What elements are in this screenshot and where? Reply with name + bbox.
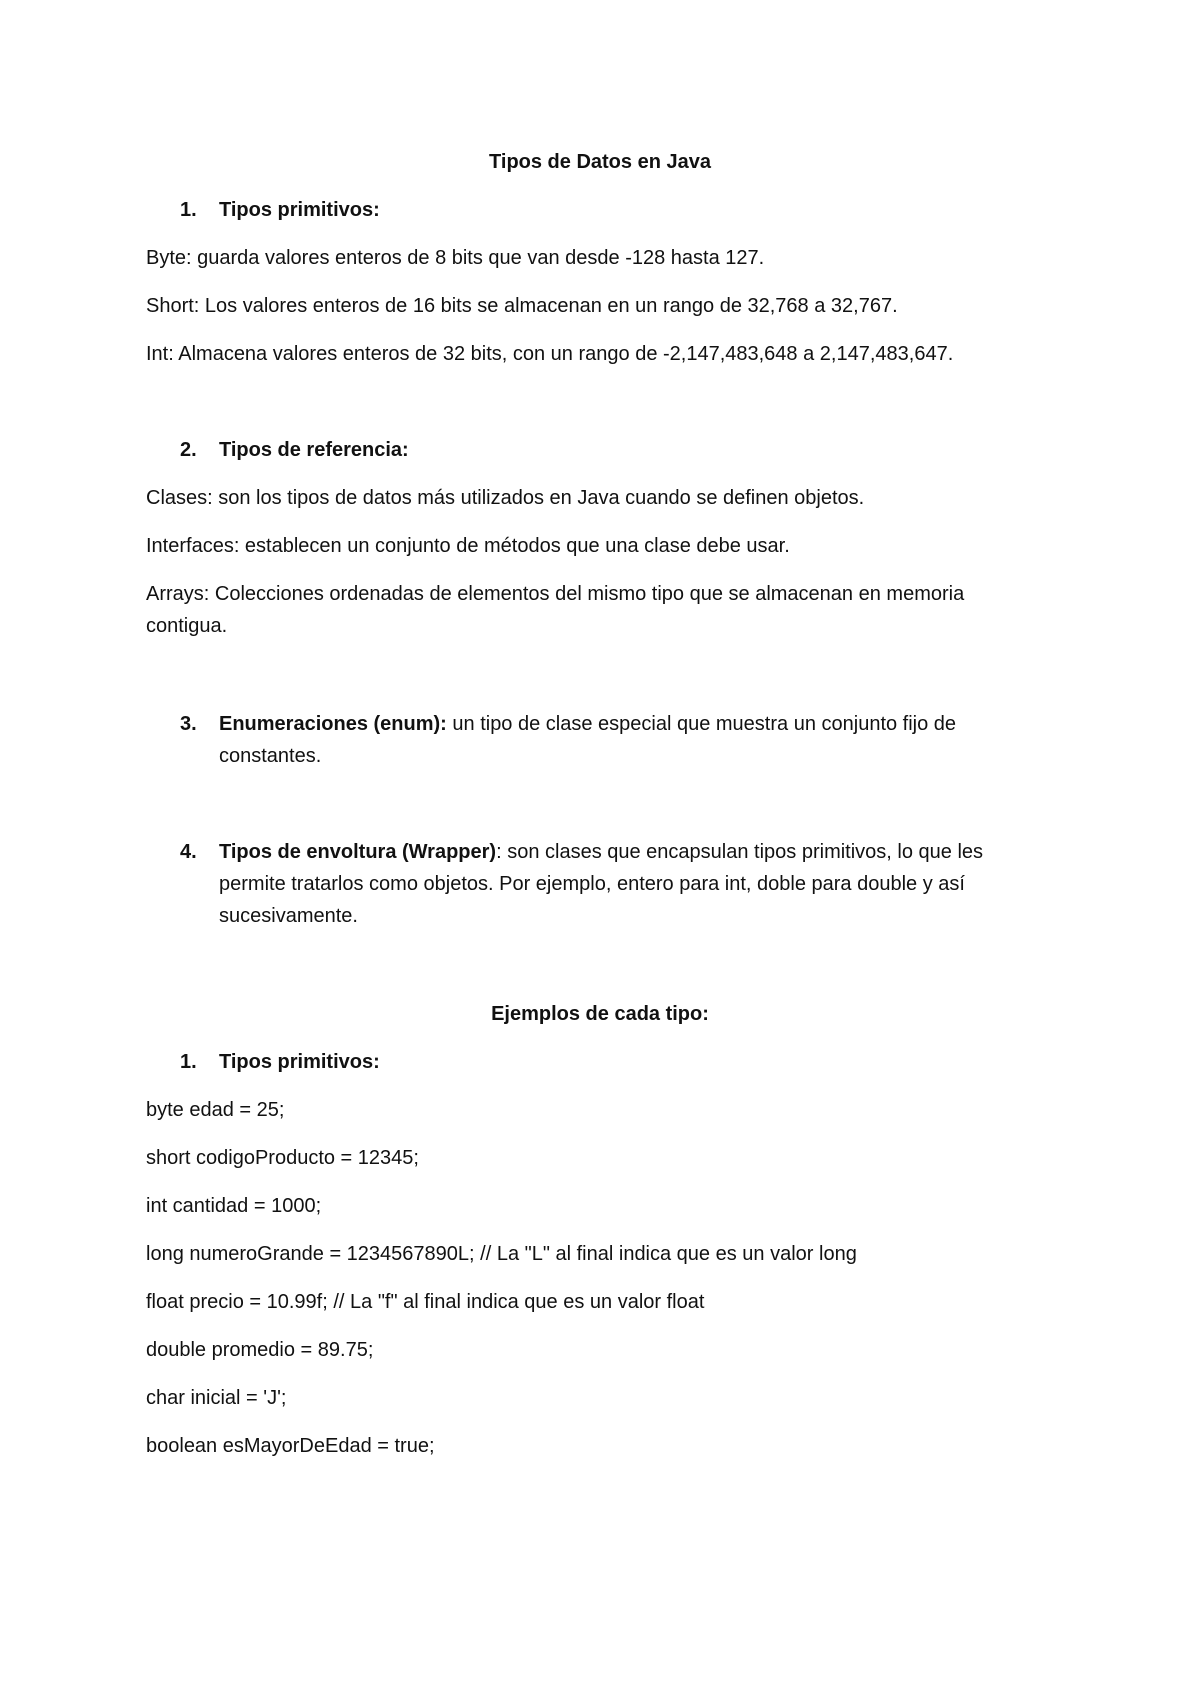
short-description: Short: Los valores enteros de 16 bits se almacenan en un rango de 32,768 a 32,767.: [146, 295, 898, 317]
examples-section-heading: Tipos primitivos:: [219, 1051, 380, 1073]
code-line-float: float precio = 10.99f; // La "f" al final indica que es un valor float: [146, 1291, 705, 1313]
section-3-heading: Enumeraciones (enum):: [219, 713, 447, 735]
section-3-number: 3.: [180, 713, 197, 735]
section-2-number: 2.: [180, 439, 197, 461]
examples-section-number: 1.: [180, 1051, 197, 1073]
section-4-paragraph: [219, 836, 1079, 868]
code-line-int: int cantidad = 1000;: [146, 1195, 322, 1217]
code-line-double: double promedio = 89.75;: [146, 1339, 374, 1361]
section-4-text-line-2: permite tratarlos como objetos. Por ejemplo, entero para int, doble para double y así: [219, 873, 965, 895]
section-3-text-continued: constantes.: [219, 745, 322, 767]
examples-title: Ejemplos de cada tipo:: [491, 1003, 709, 1025]
section-3-paragraph: [219, 708, 1079, 740]
section-4-number: 4.: [180, 841, 197, 863]
arrays-description: Arrays: Colecciones ordenadas de elementos del mismo tipo que se almacenan en memoria: [146, 583, 965, 605]
section-4-text: : son clases que encapsulan tipos primitivos, lo que les: [496, 841, 984, 863]
code-line-char: char inicial = 'J';: [146, 1387, 287, 1409]
arrays-description-continued: contigua.: [146, 615, 228, 637]
section-3-text: un tipo de clase especial que muestra un conjunto fijo de: [446, 713, 957, 735]
section-4-heading: Tipos de envoltura (Wrapper): [219, 841, 497, 863]
section-2-heading: Tipos de referencia:: [219, 439, 409, 461]
byte-description: Byte: guarda valores enteros de 8 bits que van desde -128 hasta 127.: [146, 247, 765, 269]
interfaces-description: Interfaces: establecen un conjunto de métodos que una clase debe usar.: [146, 535, 790, 557]
section-1-number: 1.: [180, 199, 197, 221]
section-4-text-line-3: sucesivamente.: [219, 905, 358, 927]
code-line-short: short codigoProducto = 12345;: [146, 1147, 419, 1169]
document-title: Tipos de Datos en Java: [489, 151, 711, 173]
code-line-boolean: boolean esMayorDeEdad = true;: [146, 1435, 435, 1457]
int-description: Int: Almacena valores enteros de 32 bits, con un rango de -2,147,483,648 a 2,147,483,647.: [146, 343, 954, 365]
section-1-heading: Tipos primitivos:: [219, 199, 380, 221]
code-line-byte: byte edad = 25;: [146, 1099, 285, 1121]
clases-description: Clases: son los tipos de datos más utilizados en Java cuando se definen objetos.: [146, 487, 865, 509]
code-line-long: long numeroGrande = 1234567890L; // La "L" al final indica que es un valor long: [146, 1243, 857, 1265]
